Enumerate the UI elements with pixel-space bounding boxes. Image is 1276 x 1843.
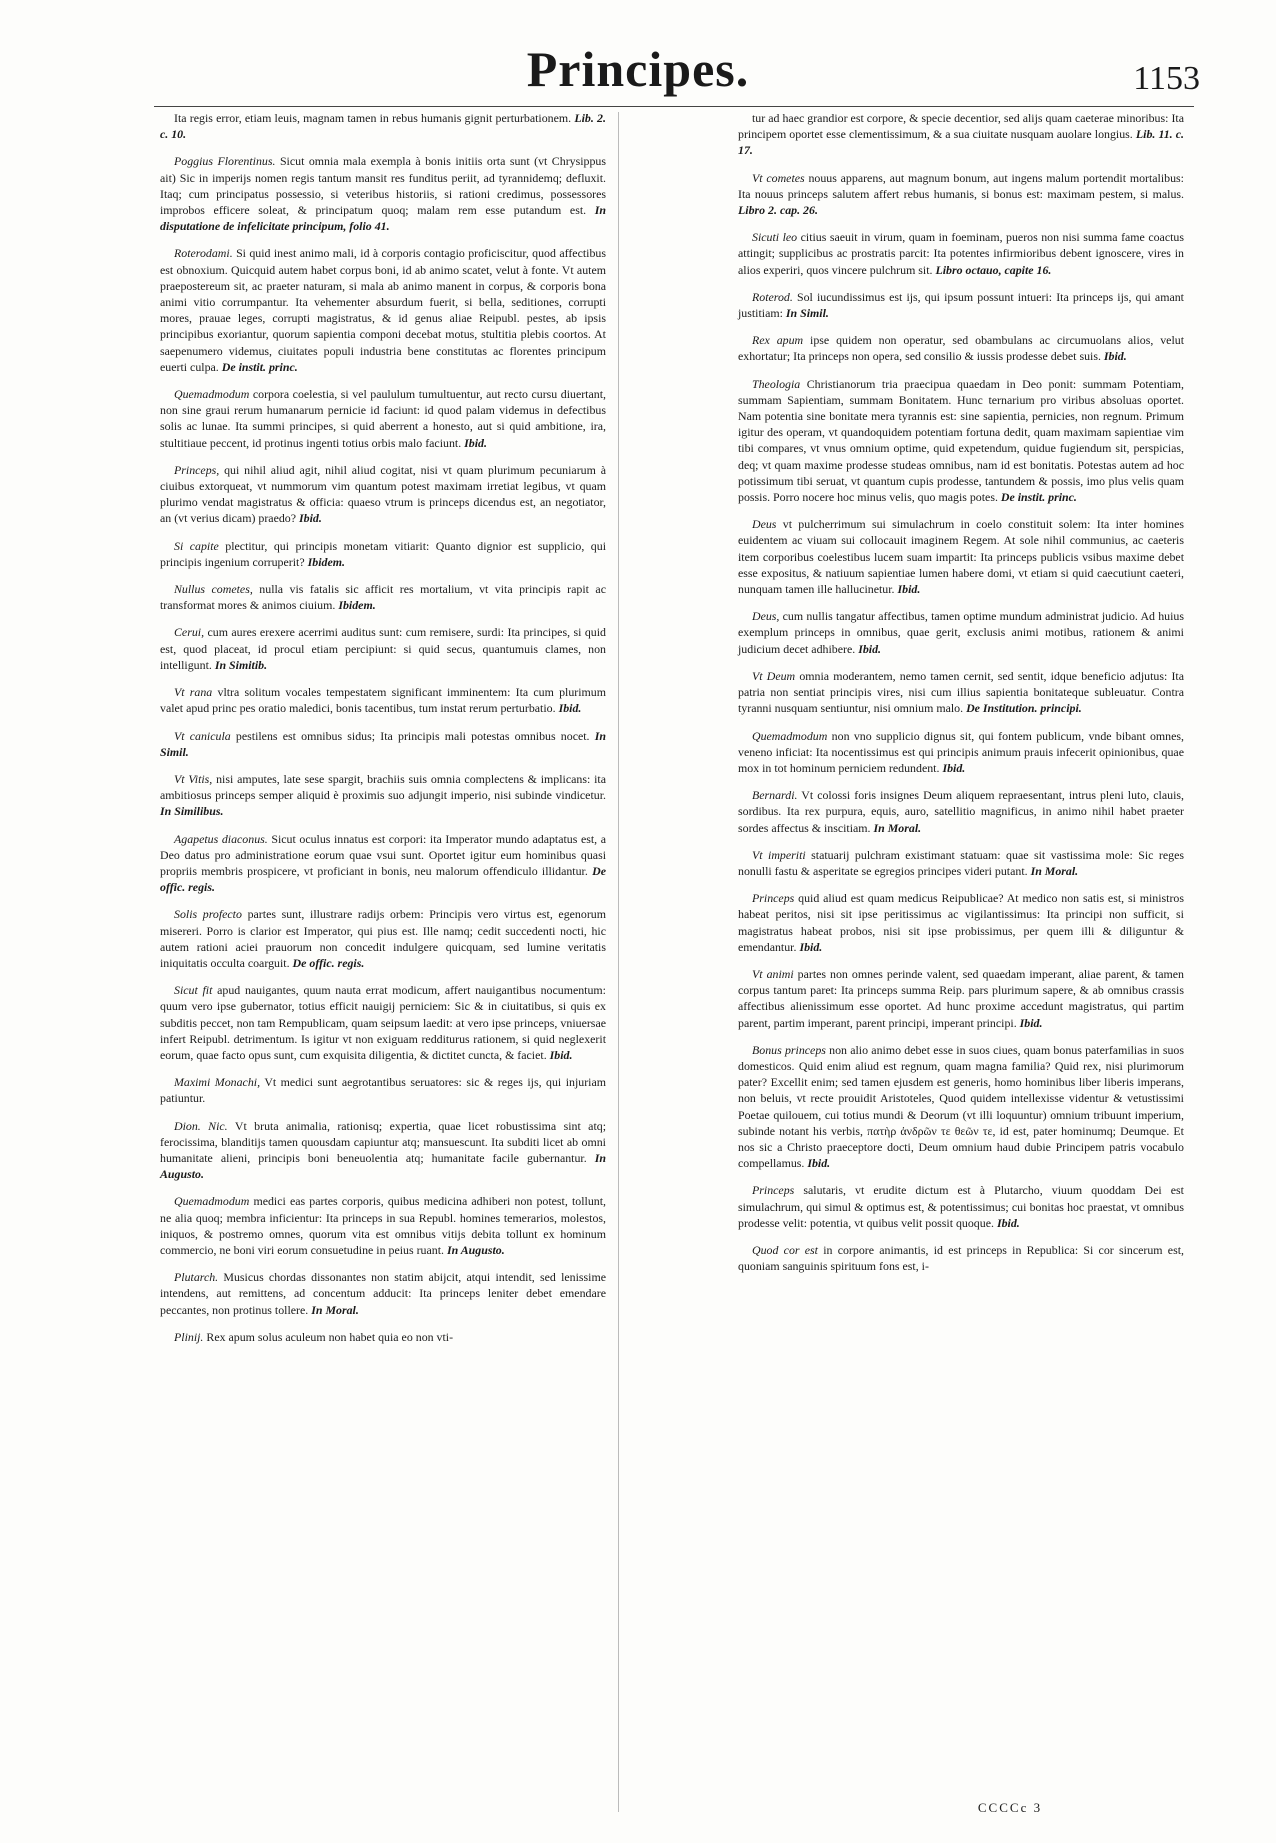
paragraph [160, 462, 606, 527]
paragraph-lead: Bernardi. [752, 788, 798, 803]
source-reference: Ibid. [464, 435, 487, 450]
paragraph-text: salutaris, vt erudite dictum est à Plutarcho, viuum quoddam Dei est simulachrum, qui simul & optimus est, & potentissimus; cui bonitas hoc praestat, vt omnibus prodesse velit: potentia, vt quibus velit possit quoque. [738, 1183, 1184, 1230]
paragraph-lead: Vt animi [752, 966, 794, 981]
paragraph-lead: Rex apum [752, 333, 804, 348]
paragraph-text: partes non omnes perinde valent, sed quaedam imperant, aliae parent, & tamen corpus tantum paret: Ita princeps summa Reip. pars plurimum sapere, & ab omnibus crassis affectibus alienissimum esse oportet. Ad hunc proxime accedunt magistratus, qui partim parent, partim imperant, parent principi, imperant principi. [738, 966, 1184, 1030]
paragraph [738, 289, 1184, 321]
source-reference: In Moral. [311, 1302, 359, 1317]
paragraph-lead: Agapetus diaconus. [174, 831, 268, 846]
paragraph-text: Musicus chordas dissonantes non statim abijcit, atqui intendit, sed lenissime intendens, aut remittens, ad concentum adducit: Ita princeps leniter debet emendare peccantes, non protinus tollere. [160, 1270, 606, 1317]
source-reference: In Simil. [160, 728, 606, 759]
paragraph-lead: Plinij. [174, 1329, 204, 1344]
paragraph-text: non vno supplicio dignus sit, qui fontem publicum, vnde bibant omnes, veneno inficiat: Ita nocentissimus est qui principis animum prauis infecerit opinionibus, quae mox in tot hominum perniciem redundent. [738, 728, 1184, 775]
source-reference: Ibid. [1103, 349, 1127, 364]
paragraph-lead: Sicuti leo [752, 230, 798, 245]
paragraph-text: Ita regis error, etiam leuis, magnam tamen in rebus humanis gignit perturbationem. [174, 111, 572, 125]
paragraph [160, 684, 606, 716]
paragraph-lead: Quemadmodum [174, 387, 250, 402]
paragraph-lead: Nullus cometes, [174, 582, 253, 597]
paragraph-text: quid aliud est quam medicus Reipublicae? At medico non satis est, si ministros habeat peritos, nisi sit ipse peritissimus ac vigilantissimus: Ita principi non sufficit, si magistratus habeat probos, nisi sit ipse probissimus, per quem illi & diliguntur & emendantur. [738, 891, 1184, 954]
paragraph-text: Christianorum tria praecipua quaedam in Deo ponit: summam Potentiam, summam Sapientiam, summam Bonitatem. Hunc ternarium pro viribus absoluas oportet. Nam potentia sine bonitate mera tyrannis est: sine sapientia, pernicies, non regnum. Primum igitur des operam, vt quandoquidem potentiam fortuna dedit, quam maximam sapientiae vim tibi compares, vt vnus omnium optime, quid expetendum, quidue fugiendum sit, perspicias, deq; vt quam maxime prodesse studeas omnibus, nam id est bonitatis. Potestas autem ad hoc potissimum tibi seruat, vt quantum cupis prodesse, tantundem & possis, imo plus velis quam possis. Porro nocere hoc minus velis, quo magis potes. [738, 376, 1184, 505]
paragraph [160, 982, 606, 1063]
paragraph [738, 170, 1184, 219]
source-reference: In Similibus. [160, 804, 224, 819]
paragraph [738, 787, 1184, 836]
paragraph-text: Sicut omnia mala exempla à bonis initiis orta sunt (vt Chrysippus ait) Sic in imperijs nomen regis tantum mansit res funditus periit, ad tyrannidemq; defluxit. Itaq; cum principatus possessio, si veteribus historiis, si rationi credimus, possessores improbos efficere soleat, & principatum quoq; malam rem esse putandum est. [160, 154, 606, 218]
header-rule [154, 106, 1194, 107]
source-reference: In Augusto. [160, 1150, 606, 1182]
source-reference: De offic. regis. [160, 863, 606, 895]
paragraph-lead: Dion. Nic. [174, 1118, 228, 1133]
paragraph-text: vt pulcherrimum sui simulachrum in coelo constituit solem: Ita inter homines euidentem ac viuam sui collocauit imaginem Regem. At sole nihil communius, ac caeteris item corporibus coelestibus lucem suam impartit: Ita princeps publicis vsibus maxime debet esse expositus, & natiuum sapientiae lumen habere domi, vt etiam si quid caecutiunt caeteri, nunquam tamen ille hallucinetur. [738, 517, 1184, 597]
paragraph [160, 1193, 606, 1258]
paragraph-lead: Vt imperiti [752, 847, 806, 862]
paragraph [738, 966, 1184, 1031]
paragraph-lead: Quod cor est [752, 1242, 818, 1257]
paragraph-text: Si quid inest animo mali, id à corporis contagio proficiscitur, quod affectibus est obnoxium. Quicquid autem habet corpus boni, id ab animo scatet, velut à fonte. Vt autem praepostereum sit, ac praeter naturam, si mala ab animo manent in corpus, & corporis bona animi vitio corrumpantur. Ita vehementer absurdum fuerit, si bella, seditiones, corrupti mores, prauae leges, corrupti magistratus, & id genus aliae Reipubl. pestes, ab ipsis principibus exoriantur, quorum sapientia componi decebat motus, stultitia plebis coortos. At saepenumero videmus, ciuitates populi industria bene constitutas ac florentes principum euerti culpa. [160, 246, 606, 374]
source-reference: Ibid. [549, 1047, 573, 1062]
paragraph-lead: Cerui, [174, 625, 205, 640]
page-title: Principes. [526, 41, 750, 97]
paragraph [160, 1329, 606, 1345]
paragraph-text: vltra solitum vocales tempestatem significant imminentem: Ita cum plurimum valet apud princ pes oratio maledici, bonis tacentibus, tum instat rerum perturbatio. [160, 685, 606, 716]
paragraph-lead: Princeps [752, 1183, 795, 1198]
source-reference: In disputatione de infelicitate principum, folio 41. [160, 203, 606, 234]
paragraph [160, 1118, 606, 1183]
source-reference: Lib. 2. c. 10. [160, 111, 606, 142]
source-reference: Ibid. [807, 1156, 831, 1171]
paragraph [160, 624, 606, 673]
paragraph-lead: Plutarch. [174, 1270, 219, 1285]
paragraph [160, 538, 606, 570]
source-reference: Ibid. [858, 641, 881, 656]
paragraph [738, 1242, 1184, 1274]
source-reference: Ibid. [897, 582, 921, 597]
paragraph-text: nouus apparens, aut magnum bonum, aut ingens malum portendit mortalibus: Ita nouus princeps salutem affert rebus humanis, si bonus est: maximam pestem, si malus. [738, 170, 1184, 201]
paragraph-text: citius saeuit in virum, quam in foeminam, pueros non nisi summa fame coactus attingit; supplicibus ac prostratis parcit: Ita potentes infirmioribus debent ignoscere, vires in alios experiri, quos vincere pulchrum sit. [738, 230, 1184, 277]
paragraph [160, 1074, 606, 1106]
paragraph-lead: Deus [752, 517, 777, 532]
paragraph [738, 110, 1184, 159]
paragraph [738, 332, 1184, 364]
paragraph-text: Sol iucundissimus est ijs, qui ipsum possunt intueri: Ita princeps ijs, qui amant justitiam: [738, 289, 1184, 321]
source-reference: De instit. princ. [1000, 490, 1077, 505]
source-reference: De offic. regis. [292, 955, 365, 970]
paragraph-lead: Vt Vitis, [174, 771, 213, 786]
signature-mark: CCCCc 3 [977, 1800, 1043, 1815]
page-number: 1153 [1133, 60, 1200, 97]
source-reference: Ibid. [942, 760, 966, 775]
paragraph [160, 153, 606, 234]
paragraph-text: nisi amputes, late sese spargit, brachiis suis omnia complectens & implicans: ita ambitiosus princeps semper aliquid è proximis suo adjungit imperio, nisi subinde vindicetur. [160, 771, 606, 803]
paragraph [160, 771, 606, 820]
paragraph-lead: Vt rana [174, 685, 213, 700]
paragraph [738, 1042, 1184, 1172]
paragraph-text: ipse quidem non operatur, sed obambulans ac circumuolans alios, velut exhortatur; Ita princeps non opera, sed consilio & iussis prodesse debet suis. [738, 333, 1184, 364]
paragraph-lead: Vt Deum [752, 668, 796, 683]
paragraph [738, 1182, 1184, 1231]
paragraph-text: nulla vis fatalis sic afficit res mortalium, vt vita principis rapit ac transformat mores & animos ciuium. [160, 582, 606, 613]
right-column [738, 110, 1184, 1285]
paragraph [738, 890, 1184, 955]
source-reference: In Simitib. [214, 657, 268, 672]
left-column [160, 110, 606, 1356]
paragraph [738, 516, 1184, 597]
paragraph-lead: Roterodami. [174, 246, 233, 261]
source-reference: Ibid. [799, 939, 823, 954]
paragraph-lead: Quemadmodum [174, 1194, 250, 1209]
source-reference: In Moral. [1030, 863, 1079, 878]
paragraph-lead: Roterod. [752, 289, 793, 304]
paragraph-text: omnia moderantem, nemo tamen cernit, sed sentit, idque beneficio adjutus: Ita patria non sentiat principis vires, nisi cum illius sapientia bonitateque subleuatur. Contra tyranni nusquam sentiuntur, nisi omnium malo. [738, 668, 1185, 716]
source-reference: Ibid. [1019, 1015, 1043, 1030]
paragraph [160, 110, 606, 142]
paragraph-text: Sicut oculus innatus est corpori: ita Imperator mundo adaptatus est, a Deo datus pro administratione eorum quae vsui sunt. Oportet igitur eum hominibus quasi propriis membris prospicere, vt proficiant in bonis, neu malorum offendiculo illidantur. [160, 831, 606, 878]
paragraph-text: cum aures erexere acerrimi auditus sunt: cum remisere, surdi: Ita principes, si quid est, quod placeat, id procul etiam percipiunt: si quid secus, quantumuis clames, non intelligunt. [160, 625, 606, 672]
paragraph-text: partes sunt, illustrare radijs orbem: Principis vero virtus est, egenorum misereri. Porro is clarior est Imperator, qui pius est. Ille namq; cedit succedenti nocti, hic autem rationi aciei prauorum non concedit indulgere quicquam, sed lumine veritatis iniquitatis occulta coarguit. [160, 907, 606, 970]
paragraph-text: Vt bruta animalia, rationisq; expertia, quae licet robustissima sint atq; ferocissima, blanditijs tamen quousdam capiuntur atq; mansuescunt. Ita subditi licet ab omni humanitate alieni, principis boni beneuolentia atq; humanitate facile gubernantur. [160, 1118, 606, 1165]
column-divider [618, 112, 619, 1812]
source-reference: Ibid. [996, 1215, 1020, 1230]
paragraph-lead: Sicut fit [174, 983, 213, 998]
paragraph-lead: Bonus princeps [752, 1042, 826, 1057]
paragraph [160, 831, 606, 896]
paragraph [160, 728, 606, 760]
paragraph-lead: Princeps, [174, 462, 220, 477]
paragraph-lead: Theologia [752, 376, 801, 391]
paragraph-text: in corpore animantis, id est princeps in Republica: Si cor sincerum est, quoniam sanguinis spirituum fons est, i- [738, 1242, 1184, 1274]
source-reference: De Institution. principi. [966, 701, 1082, 716]
paragraph-text: Rex apum solus aculeum non habet quia eo non vti- [206, 1329, 454, 1344]
source-reference: De instit. princ. [221, 359, 298, 374]
paragraph-lead: Vt canicula [174, 728, 231, 743]
paragraph-lead: Deus, [752, 609, 780, 624]
paragraph-lead: Maximi Monachi, [174, 1075, 261, 1090]
paragraph-lead: Quemadmodum [752, 728, 828, 743]
source-reference: Ibid. [558, 701, 582, 716]
source-reference: Ibid. [299, 511, 322, 526]
source-reference: In Moral. [873, 820, 922, 835]
paragraph-text: apud nauigantes, quum nauta errat modicum, affert nauigantibus nocumentum: quum vero ipse gubernator, totius efficit nauigij perniciem: Sic & in ciuitatibus, si quis ex subditis peccet, non tam Rempublicam, quam seipsum laedit: at vero ipse princeps, vniuersae infert Reipubl. detrimentum. Is igitur vt non exiguam redditurus rationem, si quid neglexerit eorum, quae facto opus sunt, cum exquisita diligentia, & dictitet cuncta, & faciet. [160, 983, 606, 1062]
paragraph [160, 581, 606, 613]
paragraph-text: Vt medici sunt aegrotantibus seruatores: sic & reges ijs, qui injuriam patiuntur. [160, 1075, 606, 1106]
source-reference: Ibidem. [338, 598, 376, 613]
paragraph-text: pestilens est omnibus sidus; Ita principis mali potestas omnibus nocet. [235, 728, 590, 743]
paragraph [738, 376, 1184, 506]
source-reference: In Augusto. [446, 1242, 505, 1257]
paragraph-lead: Poggius Florentinus. [174, 154, 276, 169]
paragraph [738, 728, 1184, 777]
paragraph [738, 608, 1184, 657]
paragraph-text: tur ad haec grandior est corpore, & specie decentior, sed alijs quam caeterae minoribus: Ita principem oportet esse clementissimum, & a sua ciuitate nusquam auolare longius. [738, 111, 1184, 142]
paragraph [738, 847, 1184, 879]
paragraph-text: Vt colossi foris insignes Deum aliquem repraesentant, intrus pleni luto, clauis, sordibus. Ita rex purpura, equis, auro, satellitio magnificus, in animo nihil habet praeter sordes affectus & inscitiam. [738, 788, 1184, 835]
paragraph-text: corpora coelestia, si vel paululum tumultuentur, aut recto cursu diuertant, non sine graui rerum humanarum pernicie id faciunt: id quod palam videmus in defectibus solis ac lunae. Ita summi principes, si quid aberrent a honesto, aut si quid ambitione, ira, stultitiaue peccent, id protinus ingenti totius orbis malo faciunt. [160, 387, 606, 450]
paragraph [160, 386, 606, 451]
paragraph-text: non alio animo debet esse in suos ciues, quam bonus paterfamilias in suos domesticos. Quid enim aliud est regnum, quam magna familia? Quid rex, nisi plurimorum pater? Excellit enim; sed tamen ejusdem est generis, homo hominibus liber liberis imperans, non beluis, vt recte prouidit Aristoteles, Quod quidem intellexisse videntur & vetustissimi Poetae quilouem, cui totius mundi & Deorum (vt illi loquuntur) omnium tribuunt imperium, subinde notant his verbis, πατὴρ ἀνδρῶν τε θεῶν τε, id est, pater hominumq; Deumque. Et nos sic a Christo praeceptore docti, Deum omnium haud dubie Principem patris vocabulo compellamus. [738, 1042, 1184, 1171]
paragraph [160, 906, 606, 971]
paragraph-text: plectitur, qui principis monetam vitiarit: Quanto dignior est supplicio, qui principis ingenium corruperit? [160, 538, 606, 569]
source-reference: Ibidem. [307, 554, 345, 569]
paragraph-lead: Princeps [752, 891, 795, 906]
paragraph-text: qui nihil aliud agit, nihil aliud cogitat, nisi vt quam plurimum pecuniarum à ciuibus extorqueat, vt nummorum vim quantum potest maximam irretiat legibus, vt quam plurimo vendat magistratus & officia: quaeso vtrum is princeps dicendus est, an negotiator, an (vt verius dicam) praedo? [160, 462, 606, 526]
source-reference: In Simil. [785, 306, 829, 321]
paragraph-lead: Solis profecto [174, 907, 242, 922]
paragraph [160, 245, 606, 375]
paragraph [738, 668, 1184, 717]
paragraph-text: statuarij pulchram existimant statuam: quae sit vastissima mole: Sic reges nonulli fastu & asperitate se egregios principes videri putant. [738, 847, 1184, 878]
source-reference: Libro 2. cap. 26. [738, 203, 818, 218]
paragraph-text: medici eas partes corporis, quibus medicina adhiberi non potest, tollunt, ne alia quoq; membra inficientur: Ita princeps in sua Republ. homines temerarios, molestos, iniquos, & postremo omnes, quorum vita est omnibus vitijs debita tollunt ex hominum commercio, ne boni viri eorum consuetudine in peius ruant. [160, 1194, 606, 1257]
source-reference: Libro octauo, capite 16. [935, 262, 1052, 277]
paragraph-text: cum nullis tangatur affectibus, tamen optime mundum administrat judicio. Ad huius exemplum princeps in omnibus, quae gerit, exclusis animi motibus, rationem & animi judicium decet adhibere. [738, 609, 1184, 656]
paragraph-lead: Si capite [174, 538, 219, 553]
paragraph-lead: Vt cometes [752, 170, 805, 185]
paragraph [738, 229, 1184, 278]
source-reference: Lib. 11. c. 17. [738, 127, 1184, 158]
paragraph [160, 1269, 606, 1318]
